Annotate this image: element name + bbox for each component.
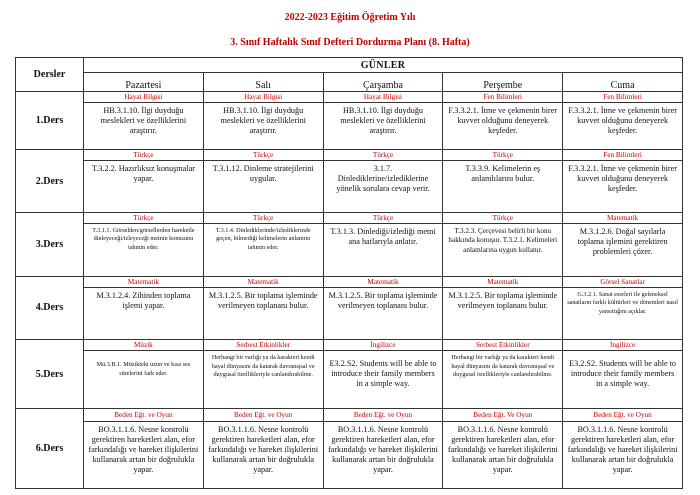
lesson-cell [203,340,323,409]
outcome-text: HB.3.1.10. İlgi duyduğu meslekleri ve özelliklerini araştırır. [100,105,187,135]
subject-label: Beden Eğt. ve Oyun [563,409,682,422]
subject-label: Fen Bilimleri [443,92,562,103]
subject-label: Müzik [84,340,203,351]
lesson-cell [323,212,443,276]
outcome-text: T.3.3.9. Kelimelerin eş anlamlılarını bulur. [465,164,541,184]
outcome-text: T.3.1.1. Görselden/görsellerden hareketle dinleyeceği/izleyeceği metnin konusunu tahmin eder. [92,226,195,251]
outcome-text: T.3.1.12. Dinleme stratejilerini uygular. [212,164,314,184]
lesson-cell [443,340,563,409]
outcome-text: T.3.2.3. Çerçevesi belirli bir konu hakkında konuşur. T.3.2.1. Kelimeleri anlamlarına uygun kullanır. [448,226,558,254]
day-header: Perşembe [443,73,563,91]
subject-label: Serbest Etkinlikler [443,340,562,351]
lesson-cell [563,91,683,149]
lesson-label: 6.Ders [16,408,84,488]
subject-label: Matematik [443,277,562,288]
subject-label: Türkçe [443,150,562,161]
lesson-cell [203,212,323,276]
outcome-text: T.3.1.4. Dinlediklerinde/izlediklerinde geçen, bilmediği kelimelerin anlamını tahmin eder. [215,226,311,251]
subject-label: Türkçe [324,213,443,224]
outcome-text: M.3.1.2.5. Bir toplama işleminde verilmeyen toplananı bulur. [208,290,318,310]
day-header: Cuma [563,73,683,91]
subject-label: Beden Eğt. Ve Oyun [443,409,562,422]
outcome-text: E3.2.S2. Students will be able to introduce their family members in a simple way. [329,359,437,389]
lesson-cell [84,276,204,340]
subject-label: Fen Bilimleri [563,92,682,103]
lesson-cell [443,91,563,149]
lesson-cell [563,340,683,409]
outcome-text: T.3.1.3. Dinlediği/izlediği metni ana hatlarıyla anlatır. [330,226,436,246]
lesson-cell [443,408,563,488]
lesson-cell [563,212,683,276]
subject-label: Beden Eğt. ve Oyun [204,409,323,422]
subject-label: Beden Eğt. ve Oyun [84,409,203,422]
outcome-text: E3.2.S2. Students will be able to introduce their family members in a simple way. [569,359,677,389]
outcome-text: BO.3.1.1.6. Nesne kontrolü gerektiren hareketleri alan, efor farkındalığı ve hareket ilişkilerini kullanarak artan bir doğrulukla yapar. [567,424,678,474]
outcome-text: 3.1.7. Dinlediklerine/izlediklerine yönelik sorulara cevap verir. [336,164,430,194]
lesson-cell [323,408,443,488]
outcome-text: M.3.1.2.4. Zihinden toplama işlemi yapar. [96,290,191,310]
lesson-cell [203,91,323,149]
day-header: Pazartesi [84,73,204,91]
lesson-cell [203,150,323,213]
day-header: Çarşamba [323,73,443,91]
subject-label: Hayat Bilgisi [324,92,443,103]
table-row [16,276,683,340]
year-title: 2022-2023 Eğitim Öğretim Yılı [284,12,416,23]
corner-header: Dersler [16,58,84,92]
table-row [16,408,683,488]
subject-label: Matematik [563,213,682,224]
lesson-cell [84,91,204,149]
subject-label: Fen Bilimleri [563,150,682,161]
days-group-header: GÜNLER [84,58,683,73]
outcome-text: BO.3.1.1.6. Nesne kontrolü gerektiren hareketleri alan, efor farkındalığı ve hareket ilişkilerini kullanarak artan bir doğrulukla yapar. [88,424,199,474]
outcome-text: T.3.2.2. Hazırlıksız konuşmalar yapar. [91,164,195,184]
lesson-label: 2.Ders [16,150,84,213]
outcome-text: M.3.1.2.5. Bir toplama işleminde verilmeyen toplananı bulur. [448,290,558,310]
outcome-text: HB.3.1.10. İlgi duyduğu meslekleri ve özelliklerini araştırır. [340,105,426,135]
table-row [16,150,683,213]
lesson-cell [443,150,563,213]
lesson-cell [84,150,204,213]
outcome-text: F.3.3.2.1. İtme ve çekmenin birer kuvvet olduğunu deneyerek keşfeder. [568,105,677,135]
lesson-cell [323,150,443,213]
table-row [16,212,683,276]
outcome-text: Herhangi bir varlığı ya da karakteri kendi hayal dünyasını da katarak davranışsal ve duygusal özellikleriyle canlandırabilme. [451,354,555,379]
subject-label: Türkçe [324,150,443,161]
lesson-cell [323,91,443,149]
lesson-cell [323,276,443,340]
subject-label: Türkçe [443,213,562,224]
outcome-text: BO.3.1.1.6. Nesne kontrolü gerektiren hareketleri alan, efor farkındalığı ve hareket ilişkilerini kullanarak artan bir doğrulukla yapar. [328,424,438,474]
lesson-label: 5.Ders [16,340,84,409]
weekly-plan-table [15,57,683,489]
subject-label: Türkçe [84,213,203,224]
day-header: Salı [203,73,323,91]
subject-label: Matematik [84,277,203,288]
lesson-label: 1.Ders [16,91,84,149]
outcome-text: F.3.3.2.1. İtme ve çekmenin birer kuvvet olduğunu deneyerek keşfeder. [448,105,558,135]
subject-label: İngilizce [563,340,682,351]
lesson-cell [203,276,323,340]
subject-label: Türkçe [84,150,203,161]
subject-label: Türkçe [204,150,323,161]
subject-label: Matematik [204,277,323,288]
lesson-cell [323,340,443,409]
outcome-text: M.3.1.2.6. Doğal sayılarla toplama işlemini gerektiren problemleri çözer. [577,226,668,256]
subject-label: Türkçe [204,213,323,224]
subject-label: Serbest Etkinlikler [204,340,323,351]
lesson-cell [563,150,683,213]
lesson-cell [84,212,204,276]
outcome-text: Mü.3.B.1. Müzikteki uzun ve kısa ses sürelerini fark eder. [96,361,191,377]
table-row [16,340,683,409]
outcome-text: BO.3.1.1.6. Nesne kontrolü gerektiren hareketleri alan, efor farkındalığı ve hareket ilişkilerini kullanarak artan bir doğrulukla yapar. [447,424,558,474]
subject-label: Hayat Bilgisi [204,92,323,103]
subject-label: Beden Eğt. ve Oyun [324,409,443,422]
lesson-cell [563,276,683,340]
outcome-text: HB.3.1.10. İlgi duyduğu meslekleri ve özelliklerini araştırır. [220,105,306,135]
lesson-cell [84,408,204,488]
lesson-label: 3.Ders [16,212,84,276]
lesson-label: 4.Ders [16,276,84,340]
plan-title: 3. Sınıf Haftalık Sınıf Defteri Dordurma Planı (8. Hafta) [230,37,470,48]
outcome-text: BO.3.1.1.6. Nesne kontrolü gerektiren hareketleri alan, efor farkındalığı ve hareket ilişkilerini kullanarak artan bir doğrulukla yapar. [208,424,319,474]
outcome-text: F.3.3.2.1. İtme ve çekmenin birer kuvvet olduğunu deneyerek keşfeder. [568,164,677,194]
lesson-cell [203,408,323,488]
subject-label: Görsel Sanatlar [563,277,682,288]
lesson-cell [84,340,204,409]
outcome-text: G.3.2.1. Sanat eserleri ile geleneksel sanatların farklı kültürleri ve dönemleri nasıl yansıttığını açıklar. [567,290,679,315]
lesson-cell [443,276,563,340]
lesson-cell [563,408,683,488]
table-row [16,91,683,149]
outcome-text: Herhangi bir varlığı ya da karakteri kendi hayal dünyasını da katarak davranışsal ve duygusal özellikleriyle canlandırabilme. [211,354,315,379]
lesson-cell [443,212,563,276]
subject-label: İngilizce [324,340,443,351]
outcome-text: M.3.1.2.5. Bir toplama işleminde verilmeyen toplananı bulur. [328,290,438,310]
subject-label: Matematik [324,277,443,288]
subject-label: Hayat Bilgisi [84,92,203,103]
